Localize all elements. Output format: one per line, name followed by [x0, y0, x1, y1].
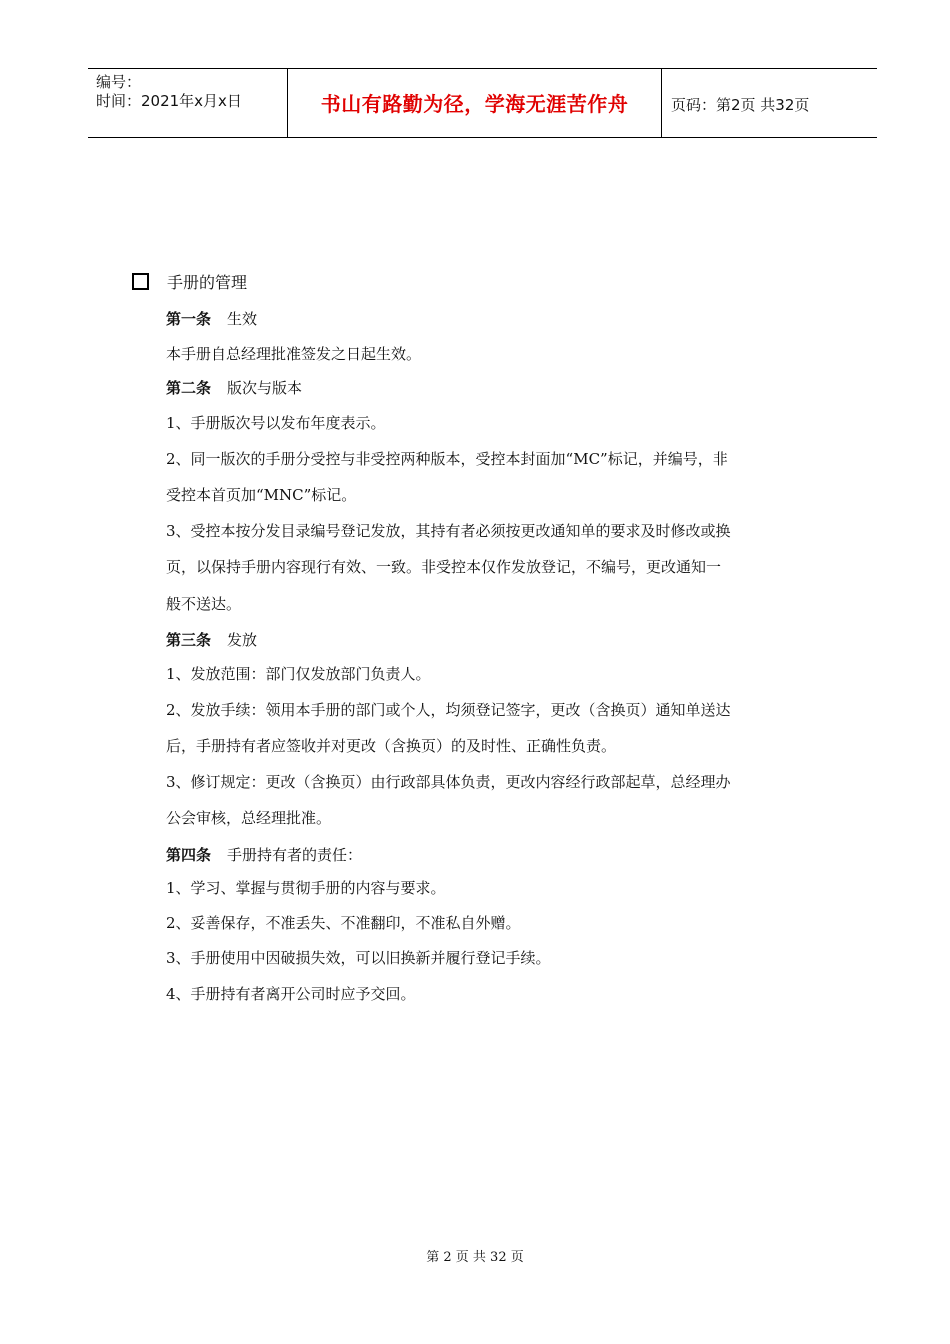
paragraph-line: 本手册自总经理批准签发之日起生效。: [166, 345, 422, 363]
motto: 书山有路勤为径，学海无涯苦作舟: [320, 92, 629, 116]
checkbox-icon: [132, 273, 149, 290]
paragraph-line: 1、手册版次号以发布年度表示。: [166, 414, 386, 432]
paragraph-line: 4、手册持有者离开公司时应予交回。: [166, 985, 416, 1003]
paragraph-line: 3、手册使用中因破损失效，可以旧换新并履行登记手续。: [166, 949, 551, 967]
header-page-cell: [661, 69, 877, 137]
paragraph-line: 2、同一版次的手册分受控与非受控两种版本，受控本封面加“MC”标记，并编号，非: [166, 450, 728, 468]
article-title: 生效: [227, 310, 258, 328]
header-meta: [88, 69, 287, 137]
page-header: [88, 68, 877, 138]
paragraph-line: 后，手册持有者应签收并对更改（含换页）的及时性、正确性负责。: [166, 737, 617, 755]
paragraph-line: 1、发放范围：部门仅发放部门负责人。: [166, 665, 431, 683]
article-heading-4: [166, 844, 362, 866]
header-motto-cell: [287, 69, 662, 137]
article-number: 第二条: [166, 379, 212, 397]
paragraph-line: 页，以保持手册内容现行有效、一致。非受控本仅作发放登记，不编号，更改通知一: [166, 558, 722, 576]
paragraph-line: 1、学习、掌握与贯彻手册的内容与要求。: [166, 879, 446, 897]
paragraph-line: 公会审核，总经理批准。: [166, 809, 332, 827]
article-number: 第四条: [166, 846, 212, 864]
article-heading-1: [166, 308, 257, 330]
paragraph-line: 2、发放手续：领用本手册的部门或个人，均须登记签字，更改（含换页）通知单送达: [166, 701, 731, 719]
paragraph-line: 2、妥善保存，不准丢失、不准翻印，不准私自外赠。: [166, 914, 521, 932]
paragraph-line: 般不送达。: [166, 595, 242, 613]
article-heading-3: [166, 629, 257, 651]
article-title: 手册持有者的责任：: [227, 846, 363, 864]
article-title: 发放: [227, 631, 258, 649]
page-footer: 第 2 页 共 32 页: [426, 1250, 524, 1265]
article-heading-2: [166, 377, 302, 399]
section-title: 手册的管理: [167, 273, 248, 292]
header-page-info: 页码：第2页 共32页: [671, 96, 810, 114]
article-title: 版次与版本: [227, 379, 303, 397]
article-number: 第一条: [166, 310, 212, 328]
paragraph-line: 受控本首页加“MNC”标记。: [166, 486, 357, 504]
section-heading: [132, 270, 247, 296]
article-number: 第三条: [166, 631, 212, 649]
paragraph-line: 3、修订规定：更改（含换页）由行政部具体负责，更改内容经行政部起草，总经理办: [166, 773, 731, 791]
time-label: 时间：2021年x月x日: [96, 92, 242, 110]
code-label: 编号：: [96, 73, 142, 91]
paragraph-line: 3、受控本按分发目录编号登记发放，其持有者必须按更改通知单的要求及时修改或换: [166, 522, 731, 540]
